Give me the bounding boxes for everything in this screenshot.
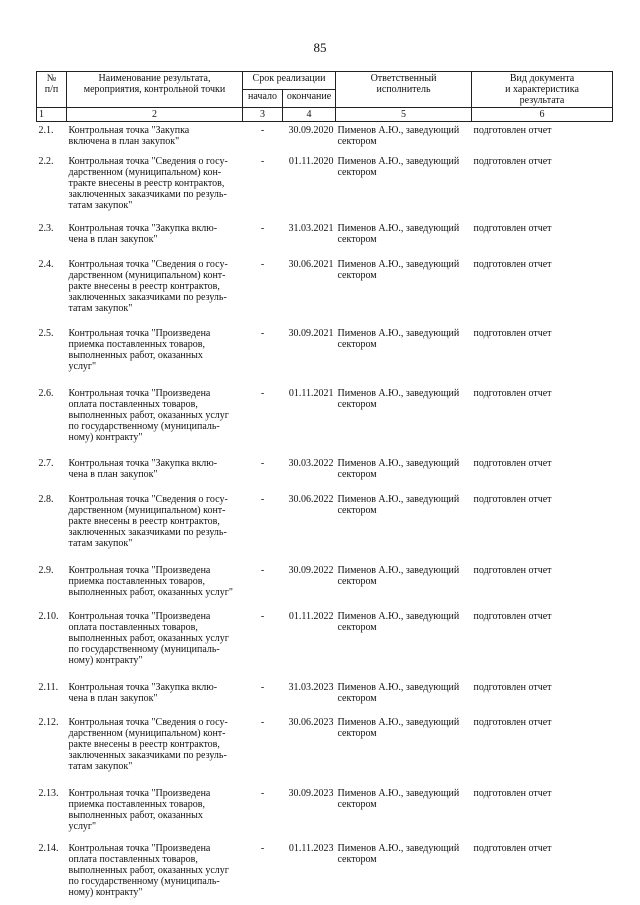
row-end: 30.06.2022 xyxy=(288,494,334,505)
header-period: Срок реализации xyxy=(243,72,336,90)
row-end: 30.09.2022 xyxy=(288,565,334,576)
row-executor: Пименов А.Ю., заведующий сектором xyxy=(337,223,460,245)
table-body xyxy=(37,122,613,899)
row-name: Контрольная точка "Произведена приемка поставленных товаров, выполненных работ, оказанных услуг" xyxy=(68,328,211,372)
table-row xyxy=(37,565,613,611)
row-number: 2.8. xyxy=(38,494,54,505)
row-name: Контрольная точка "Сведения о госу- дарственном (муниципальном) конт- ракте внесены в реестр контрактов, заключенных заказчиками по резуль- татам закупок" xyxy=(68,259,228,314)
row-document: подготовлен отчет xyxy=(473,259,552,270)
row-start: - xyxy=(260,682,265,693)
row-start: - xyxy=(260,125,265,136)
table-row xyxy=(37,223,613,259)
row-end: 30.06.2023 xyxy=(288,717,334,728)
row-end: 01.11.2022 xyxy=(288,611,334,622)
row-name: Контрольная точка "Произведена приемка поставленных товаров, выполненных работ, оказанных услуг" xyxy=(68,788,211,832)
row-start: - xyxy=(260,156,265,167)
header-start: начало xyxy=(243,90,283,108)
row-start: - xyxy=(260,223,265,234)
plan-table xyxy=(36,71,613,898)
row-end: 01.11.2021 xyxy=(288,388,334,399)
row-document: подготовлен отчет xyxy=(473,125,552,136)
row-document: подготовлен отчет xyxy=(473,788,552,799)
row-executor: Пименов А.Ю., заведующий сектором xyxy=(337,788,460,810)
row-executor: Пименов А.Ю., заведующий сектором xyxy=(337,682,460,704)
table-row xyxy=(37,259,613,328)
row-number: 2.11. xyxy=(38,682,59,693)
header-document: Вид документа и характеристика результата xyxy=(472,72,613,108)
row-document: подготовлен отчет xyxy=(473,682,552,693)
row-executor: Пименов А.Ю., заведующий сектором xyxy=(337,388,460,410)
row-name: Контрольная точка "Произведена оплата поставленных товаров, выполненных работ, оказанных услуг по государственному (муниципаль- ному) контракту" xyxy=(68,388,229,443)
row-number: 2.13. xyxy=(38,788,59,799)
row-start: - xyxy=(260,611,265,622)
header-executor: Ответственный исполнитель xyxy=(336,72,472,108)
row-start: - xyxy=(260,328,265,339)
row-document: подготовлен отчет xyxy=(473,223,552,234)
header-name: Наименование результата, мероприятия, контрольной точки xyxy=(67,72,243,108)
row-end: 31.03.2023 xyxy=(288,682,334,693)
row-document: подготовлен отчет xyxy=(473,717,552,728)
row-number: 2.7. xyxy=(38,458,54,469)
row-document: подготовлен отчет xyxy=(473,843,552,854)
row-number: 2.9. xyxy=(38,565,54,576)
row-name: Контрольная точка "Произведена оплата поставленных товаров, выполненных работ, оказанных услуг по государственному (муниципаль- ному) контракту" xyxy=(68,611,229,666)
row-name: Контрольная точка "Закупка вклю- чена в план закупок" xyxy=(68,458,218,480)
row-executor: Пименов А.Ю., заведующий сектором xyxy=(337,843,460,865)
row-number: 2.6. xyxy=(38,388,54,399)
row-number: 2.12. xyxy=(38,717,59,728)
header-number: № п/п xyxy=(37,72,67,108)
row-number: 2.10. xyxy=(38,611,59,622)
row-executor: Пименов А.Ю., заведующий сектором xyxy=(337,328,460,350)
column-number-6: 6 xyxy=(472,108,613,122)
table-row xyxy=(37,494,613,565)
row-start: - xyxy=(260,843,265,854)
table-row xyxy=(37,122,613,157)
column-number-2: 2 xyxy=(67,108,243,122)
row-document: подготовлен отчет xyxy=(473,494,552,505)
row-start: - xyxy=(260,494,265,505)
row-end: 01.11.2023 xyxy=(288,843,334,854)
row-end: 31.03.2021 xyxy=(288,223,334,234)
row-document: подготовлен отчет xyxy=(473,458,552,469)
table-row xyxy=(37,611,613,682)
row-name: Контрольная точка "Закупка вклю- чена в план закупок" xyxy=(68,682,218,704)
row-name: Контрольная точка "Закупка включена в план закупок" xyxy=(68,125,190,147)
row-executor: Пименов А.Ю., заведующий сектором xyxy=(337,156,460,178)
column-number-1: 1 xyxy=(37,108,67,122)
row-number: 2.2. xyxy=(38,156,54,167)
row-end: 01.11.2020 xyxy=(288,156,334,167)
row-executor: Пименов А.Ю., заведующий сектором xyxy=(337,458,460,480)
header-column-numbers xyxy=(37,108,613,122)
row-number: 2.5. xyxy=(38,328,54,339)
row-executor: Пименов А.Ю., заведующий сектором xyxy=(337,717,460,739)
row-start: - xyxy=(260,259,265,270)
table-row xyxy=(37,717,613,788)
table-row xyxy=(37,788,613,843)
row-number: 2.14. xyxy=(38,843,59,854)
row-document: подготовлен отчет xyxy=(473,565,552,576)
row-start: - xyxy=(260,565,265,576)
row-executor: Пименов А.Ю., заведующий сектором xyxy=(337,494,460,516)
row-executor: Пименов А.Ю., заведующий сектором xyxy=(337,125,460,147)
row-document: подготовлен отчет xyxy=(473,328,552,339)
row-name: Контрольная точка "Произведена оплата поставленных товаров, выполненных работ, оказанных услуг по государственному (муниципаль- ному) контракту" xyxy=(68,843,229,898)
row-name: Контрольная точка "Закупка вклю- чена в план закупок" xyxy=(68,223,218,245)
table-row xyxy=(37,328,613,388)
table-row xyxy=(37,156,613,223)
row-start: - xyxy=(260,388,265,399)
row-document: подготовлен отчет xyxy=(473,611,552,622)
row-end: 30.06.2021 xyxy=(288,259,334,270)
row-number: 2.4. xyxy=(38,259,54,270)
column-number-5: 5 xyxy=(336,108,472,122)
row-end: 30.09.2020 xyxy=(288,125,334,136)
row-document: подготовлен отчет xyxy=(473,156,552,167)
row-document: подготовлен отчет xyxy=(473,388,552,399)
row-executor: Пименов А.Ю., заведующий сектором xyxy=(337,565,460,587)
row-name: Контрольная точка "Сведения о госу- дарственном (муниципальном) конт- ракте внесены в реестр контрактов, заключенных заказчиками по резуль- татам закупок" xyxy=(68,494,228,549)
page-number: 85 xyxy=(313,40,327,55)
table-row xyxy=(37,458,613,494)
column-number-3: 3 xyxy=(243,108,283,122)
row-executor: Пименов А.Ю., заведующий сектором xyxy=(337,259,460,281)
row-name: Контрольная точка "Сведения о госу- дарственном (муниципальном) кон- тракте внесены в реестр контрактов, заключенных заказчиками по резуль- татам закупок" xyxy=(68,156,228,211)
header-row xyxy=(37,72,613,90)
row-name: Контрольная точка "Произведена приемка поставленных товаров, выполненных работ, оказанных услуг" xyxy=(68,565,233,598)
row-start: - xyxy=(260,717,265,728)
row-end: 30.03.2022 xyxy=(288,458,334,469)
row-start: - xyxy=(260,788,265,799)
row-number: 2.1. xyxy=(38,125,54,136)
table-row xyxy=(37,682,613,717)
row-end: 30.09.2023 xyxy=(288,788,334,799)
header-end: окончание xyxy=(283,90,336,108)
table-row xyxy=(37,843,613,898)
table-row xyxy=(37,388,613,458)
row-end: 30.09.2021 xyxy=(288,328,334,339)
column-number-4: 4 xyxy=(283,108,336,122)
row-start: - xyxy=(260,458,265,469)
row-number: 2.3. xyxy=(38,223,54,234)
row-name: Контрольная точка "Сведения о госу- дарственном (муниципальном) конт- ракте внесены в реестр контрактов, заключенных заказчиками по резуль- татам закупок" xyxy=(68,717,228,772)
row-executor: Пименов А.Ю., заведующий сектором xyxy=(337,611,460,633)
